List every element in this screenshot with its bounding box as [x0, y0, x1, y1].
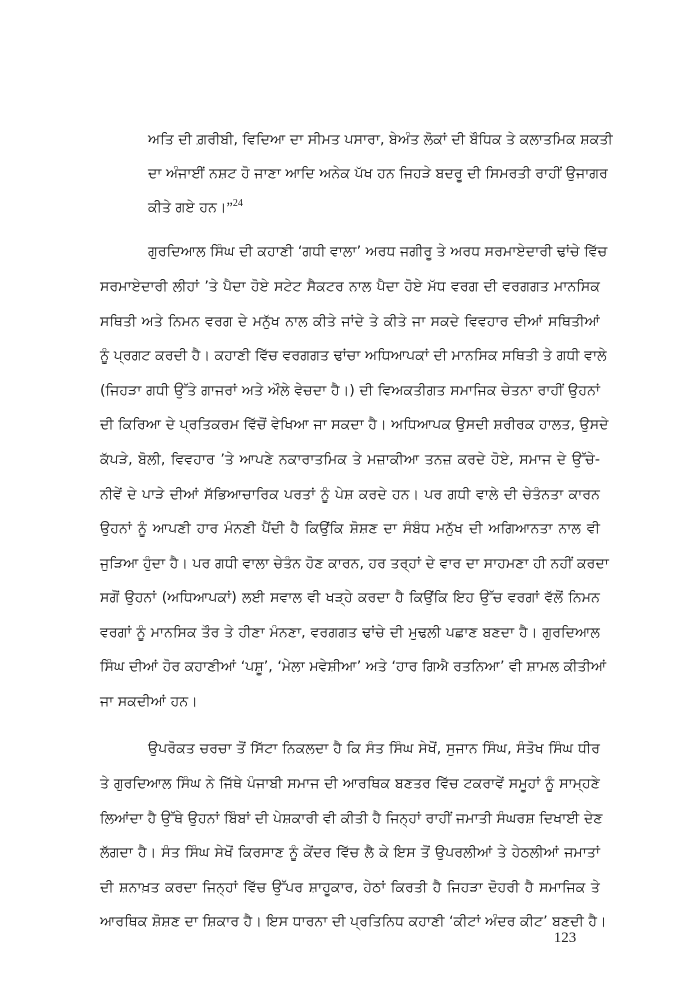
paragraph-line: ਕੱਪੜੇ, ਬੋਲੀ, ਵਿਵਹਾਰ ’ਤੇ ਆਪਣੇ ਨਕਾਰਾਤਮਿਕ ਤੇ ਮਜ਼ਾਕੀਆ ਤਨਜ਼ ਕਰਦੇ ਹੋਏ, ਸਮਾਜ ਦੇ ਉੱਚੇ- — [100, 452, 600, 468]
paragraph-line: ਸਥਿਤੀ ਅਤੇ ਨਿਮਨ ਵਰਗ ਦੇ ਮਨੁੱਖ ਨਾਲ ਕੀਤੇ ਜਾਂਦੇ ਤੇ ਕੀਤੇ ਜਾ ਸਕਦੇ ਵਿਵਹਾਰ ਦੀਆਂ ਸਥਿਤੀਆਂ — [100, 314, 600, 330]
paragraph-line: ਜੁੜਿਆ ਹੁੰਦਾ ਹੈ। ਪਰ ਗਧੀ ਵਾਲਾ ਚੇਤੰਨ ਹੋਣ ਕਾਰਨ, ਹਰ ਤਰ੍ਹਾਂ ਦੇ ਵਾਰ ਦਾ ਸਾਹਮਣਾ ਹੀ ਨਹੀਂ ਕਰਦਾ — [100, 556, 609, 572]
paragraph-line: ਜਾ ਸਕਦੀਆਂ ਹਨ। — [100, 694, 198, 710]
paragraph-line: ਵਰਗਾਂ ਨੂੰ ਮਾਨਸਿਕ ਤੌਰ ਤੇ ਹੀਣਾ ਮੰਨਣਾ, ਵਰਗਗਤ ਢਾਂਚੇ ਦੀ ਮੁਢਲੀ ਪਛਾਣ ਬਣਦਾ ਹੈ। ਗੁਰਦਿਆਲ — [100, 625, 600, 641]
paragraph-line: ਉਪਰੋਕਤ ਚਰਚਾ ਤੋਂ ਸਿੱਟਾ ਨਿਕਲਦਾ ਹੈ ਕਿ ਸੰਤ ਸਿੰਘ ਸੇਖੋਂ, ਸੁਜਾਨ ਸਿੰਘ, ਸੰਤੋਖ ਸਿੰਘ ਧੀਰ — [148, 741, 600, 757]
paragraph-line: ਦੀ ਕਿਰਿਆ ਦੇ ਪ੍ਰਤਿਕਰਮ ਵਿੱਚੋਂ ਵੇਖਿਆ ਜਾ ਸਕਦਾ ਹੈ। ਅਧਿਆਪਕ ਉਸਦੀ ਸ਼ਰੀਰਕ ਹਾਲਤ, ਉਸਦੇ — [100, 417, 609, 433]
paragraph-line: ਆਰਥਿਕ ਸ਼ੋਸ਼ਣ ਦਾ ਸ਼ਿਕਾਰ ਹੈ। ਇਸ ਧਾਰਨਾ ਦੀ ਪ੍ਰਤਿਨਿਧ ਕਹਾਣੀ ‘ਕੀਟਾਂ ਅੰਦਰ ਕੀਟ’ ਬਣਦੀ ਹੈ। — [100, 914, 607, 930]
closing-quote: ” — [226, 200, 233, 216]
paragraph-line: ਸਗੋਂ ਉਹਨਾਂ (ਅਧਿਆਪਕਾਂ) ਲਈ ਸਵਾਲ ਵੀ ਖੜ੍ਹੇ ਕਰਦਾ ਹੈ ਕਿਉਂਕਿ ਇਹ ਉੱਚ ਵਰਗਾਂ ਵੱਲੋਂ ਨਿਮਨ — [100, 590, 600, 606]
paragraph-line: ਸਿੰਘ ਦੀਆਂ ਹੋਰ ਕਹਾਣੀਆਂ ‘ਪਸ਼ੂ’, ‘ਮੇਲਾ ਮਵੇਸ਼ੀਆ’ ਅਤੇ ‘ਹਾਰ ਗਿਐ ਰਤਨਿਆ’ ਵੀ ਸ਼ਾਮਲ ਕੀਤੀਆਂ — [100, 659, 607, 675]
paragraph-line: ਨੀਵੇਂ ਦੇ ਪਾੜੇ ਦੀਆਂ ਸੱਭਿਆਚਾਰਿਕ ਪਰਤਾਂ ਨੂੰ ਪੇਸ਼ ਕਰਦੇ ਹਨ। ਪਰ ਗਧੀ ਵਾਲੇ ਦੀ ਚੇਤੰਨਤਾ ਕਾਰਨ — [100, 487, 600, 503]
paragraph-line: ਉਹਨਾਂ ਨੂੰ ਆਪਣੀ ਹਾਰ ਮੰਨਣੀ ਪੈਂਦੀ ਹੈ ਕਿਉਂਕਿ ਸ਼ੋਸ਼ਣ ਦਾ ਸੰਬੰਧ ਮਨੁੱਖ ਦੀ ਅਗਿਆਨਤਾ ਨਾਲ ਵੀ — [100, 521, 600, 537]
paragraph-line: ਲੱਗਦਾ ਹੈ। ਸੰਤ ਸਿੰਘ ਸੇਖੋਂ ਕਿਰਸਾਣ ਨੂੰ ਕੇਂਦਰ ਵਿੱਚ ਲੈ ਕੇ ਇਸ ਤੋਂ ਉਪਰਲੀਆਂ ਤੇ ਹੇਠਲੀਆਂ ਜਮਾਤਾਂ — [100, 845, 600, 861]
quote-text: ਕੀਤੇ ਗਏ ਹਨ। — [148, 200, 227, 216]
quote-line: ਅਤਿ ਦੀ ਗ਼ਰੀਬੀ, ਵਿਦਿਆ ਦਾ ਸੀਮਤ ਪਸਾਰਾ, ਬੇਅੰਤ ਲੋਕਾਂ ਦੀ ਬੌਧਿਕ ਤੇ ਕਲਾਤਮਿਕ ਸ਼ਕਤੀ — [148, 132, 613, 148]
quote-line: ਦਾ ਅੰਜਾਈਂ ਨਸ਼ਟ ਹੋ ਜਾਣਾ ਆਦਿ ਅਨੇਕ ਪੱਖ ਹਨ ਜਿਹੜੇ ਬਦਰੂ ਦੀ ਸਿਮਰਤੀ ਰਾਹੀਂ ਉਜਾਗਰ — [148, 166, 608, 182]
paragraph-line: ਨੂੰ ਪ੍ਰਗਟ ਕਰਦੀ ਹੈ। ਕਹਾਣੀ ਵਿੱਚ ਵਰਗਗਤ ਢਾਂਚਾ ਅਧਿਆਪਕਾਂ ਦੀ ਮਾਨਸਿਕ ਸਥਿਤੀ ਤੇ ਗਧੀ ਵਾਲੇ — [100, 348, 607, 364]
paragraph-line: ਗੁਰਦਿਆਲ ਸਿੰਘ ਦੀ ਕਹਾਣੀ ‘ਗਧੀ ਵਾਲਾ’ ਅਰਧ ਜਗੀਰੂ ਤੇ ਅਰਧ ਸਰਮਾਏਦਾਰੀ ਢਾਂਚੇ ਵਿੱਚ — [148, 244, 608, 260]
paragraph-line: ਸਰਮਾਏਦਾਰੀ ਲੀਹਾਂ ’ਤੇ ਪੈਦਾ ਹੋਏ ਸਟੇਟ ਸੈਕਟਰ ਨਾਲ ਪੈਦਾ ਹੋਏ ਮੱਧ ਵਰਗ ਦੀ ਵਰਗਗਤ ਮਾਨਸਿਕ — [100, 279, 600, 295]
footnote-reference: 24 — [232, 198, 243, 209]
paragraph-line: ਤੇ ਗੁਰਦਿਆਲ ਸਿੰਘ ਨੇ ਜਿੱਥੇ ਪੰਜਾਬੀ ਸਮਾਜ ਦੀ ਆਰਥਿਕ ਬਣਤਰ ਵਿੱਚ ਟਕਰਾਵੇਂ ਸਮੂਹਾਂ ਨੂੰ ਸਾਮ੍ਹਣੇ — [100, 776, 600, 792]
paragraph-line: ਲਿਆਂਦਾ ਹੈ ਉੱਥੇ ਉਹਨਾਂ ਬਿੰਬਾਂ ਦੀ ਪੇਸ਼ਕਾਰੀ ਵੀ ਕੀਤੀ ਹੈ ਜਿਨ੍ਹਾਂ ਰਾਹੀਂ ਜਮਾਤੀ ਸੰਘਰਸ਼ ਦਿਖਾਈ ਦੇਣ — [100, 811, 603, 827]
page-number: 123 — [553, 930, 577, 946]
paragraph-line: ਦੀ ਸ਼ਨਾਖ਼ਤ ਕਰਦਾ ਜਿਨ੍ਹਾਂ ਵਿੱਚ ਉੱਪਰ ਸ਼ਾਹੂਕਾਰ, ਹੇਠਾਂ ਕਿਰਤੀ ਹੈ ਜਿਹੜਾ ਦੋਹਰੀ ਹੈ ਸਮਾਜਿਕ ਤੇ — [100, 880, 600, 896]
paragraph-line: (ਜਿਹੜਾ ਗਧੀ ਉੱਤੇ ਗਾਜਰਾਂ ਅਤੇ ਔਲੇ ਵੇਚਦਾ ਹੈ।) ਦੀ ਵਿਅਕਤੀਗਤ ਸਮਾਜਿਕ ਚੇਤਨਾ ਰਾਹੀਂ ਉਹਨਾਂ — [100, 383, 600, 399]
quote-line-last — [148, 199, 600, 217]
